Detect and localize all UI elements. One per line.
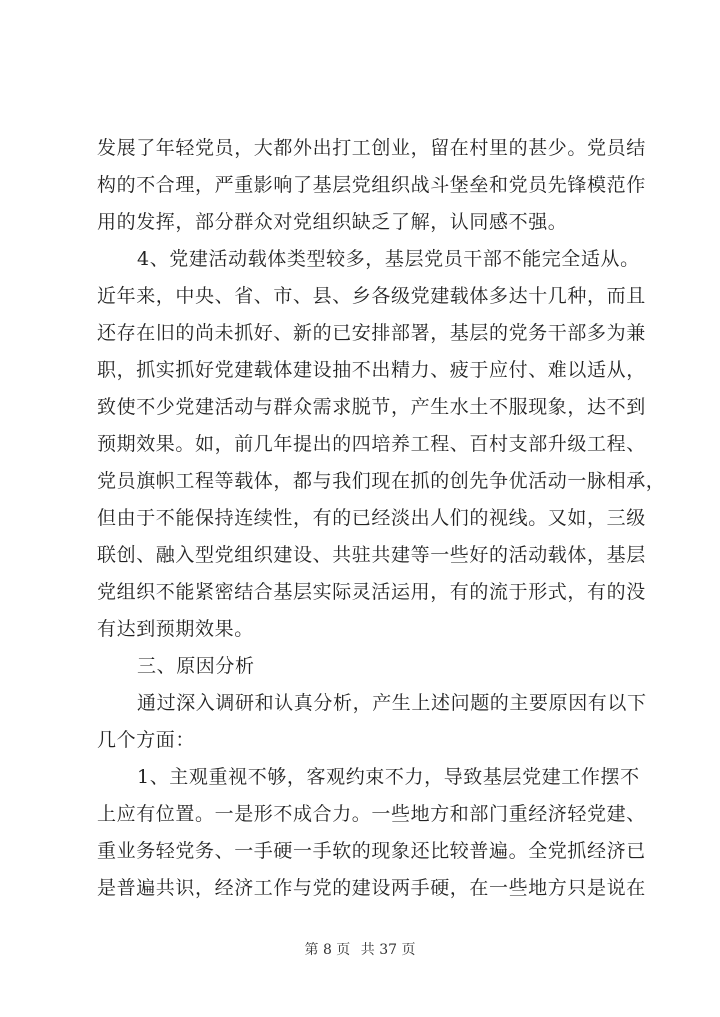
text-line: 近年来，中央、省、市、县、乡各级党建载体多达十几种，而且 <box>97 285 646 307</box>
document-body <box>97 130 666 907</box>
text-line: 重业务轻党务、一手硬一手软的现象还比较普遍。全党抓经济已 <box>97 840 646 862</box>
text-line: 党员旗帜工程等载体，都与我们现在抓的创先争优活动一脉相承， <box>97 470 666 492</box>
page-total: 共 37 页 <box>360 942 416 958</box>
text-line: 预期效果。如，前几年提出的四培养工程、百村支部升级工程、 <box>97 433 646 455</box>
text-line: 还存在旧的尚未抓好、新的已安排部署，基层的党务干部多为兼 <box>97 322 646 344</box>
text-line: 是普遍共识，经济工作与党的建设两手硬，在一些地方只是说在 <box>97 877 646 899</box>
page-footer <box>0 940 720 960</box>
text-line: 党组织不能紧密结合基层实际灵活运用，有的流于形式，有的没 <box>97 581 646 603</box>
text-line: 有达到预期效果。 <box>97 618 254 640</box>
text-line: 致使不少党建活动与群众需求脱节，产生水土不服现象，达不到 <box>97 396 646 418</box>
text-line: 职，抓实抓好党建载体建设抽不出精力、疲于应付、难以适从， <box>97 359 646 381</box>
text-line: 构的不合理，严重影响了基层党组织战斗堡垒和党员先锋模范作 <box>97 174 646 196</box>
text-line: 几个方面： <box>97 729 196 751</box>
text-line: 通过深入调研和认真分析，产生上述问题的主要原因有以下 <box>137 692 647 714</box>
text-line: 发展了年轻党员，大都外出打工创业，留在村里的甚少。党员结 <box>97 137 646 159</box>
text-line: 联创、融入型党组织建设、共驻共建等一些好的活动载体，基层 <box>97 544 646 566</box>
paragraph-heading-1: 1、主观重视不够，客观约束不力，导致基层党建工作摆不 <box>137 766 640 788</box>
paragraph-heading-4: 4、党建活动载体类型较多，基层党员干部不能完全适从。 <box>137 248 640 270</box>
page-number: 第 8 页 <box>304 942 351 958</box>
text-line: 上应有位置。一是形不成合力。一些地方和部门重经济轻党建、 <box>97 803 646 825</box>
text-line: 但由于不能保持连续性，有的已经淡出人们的视线。又如，三级 <box>97 507 646 529</box>
text-line: 用的发挥，部分群众对党组织缺乏了解，认同感不强。 <box>97 211 568 233</box>
section-heading: 三、原因分析 <box>137 655 255 677</box>
